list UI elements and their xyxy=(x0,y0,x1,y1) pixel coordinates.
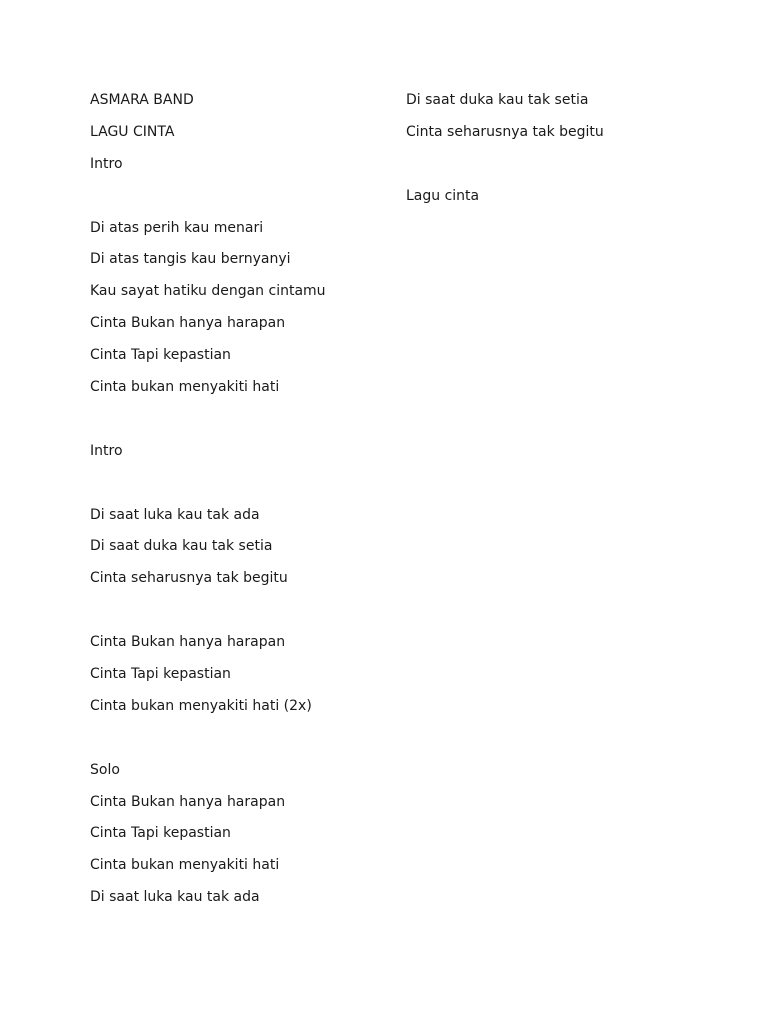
lyric-line: Kau sayat hatiku dengan cintamu xyxy=(90,283,326,300)
blank-line xyxy=(90,409,390,441)
lyric-line: Di saat duka kau tak setia xyxy=(406,92,589,108)
lyric-line: Lagu cinta xyxy=(406,187,480,204)
blank-line xyxy=(406,154,706,186)
lyric-line: Cinta Bukan hanya harapan xyxy=(90,793,286,810)
lyric-line: Cinta Bukan hanya harapan xyxy=(90,315,286,332)
lyric-line: Cinta bukan menyakiti hati xyxy=(90,857,280,874)
lyric-line: Di saat luka kau tak ada xyxy=(90,889,260,906)
lyric-line: Cinta Tapi kepastian xyxy=(90,825,231,842)
lyric-line: Cinta Tapi kepastian xyxy=(90,347,231,364)
right-column xyxy=(406,90,706,218)
lyric-line: Di saat luka kau tak ada xyxy=(90,506,260,523)
artist-name: ASMARA BAND xyxy=(90,92,194,108)
blank-line xyxy=(90,186,390,218)
blank-line xyxy=(90,600,390,632)
lyric-line: Cinta Bukan hanya harapan xyxy=(90,634,286,651)
lyric-line: Solo xyxy=(90,761,120,778)
blank-line xyxy=(90,728,390,760)
lyric-line: Di atas perih kau menari xyxy=(90,219,264,236)
lyric-line: Di atas tangis kau bernyanyi xyxy=(90,251,291,268)
lyric-line: Cinta seharusnya tak begitu xyxy=(406,123,604,140)
lyric-line: Intro xyxy=(90,442,123,459)
left-column xyxy=(90,90,390,919)
lyric-line: Di saat duka kau tak setia xyxy=(90,538,273,555)
lyric-line: Cinta bukan menyakiti hati (2x) xyxy=(90,697,312,714)
lyric-line: Cinta seharusnya tak begitu xyxy=(90,570,288,587)
song-title: LAGU CINTA xyxy=(90,123,175,140)
lyric-line: Cinta bukan menyakiti hati xyxy=(90,379,280,396)
lyric-line: Cinta Tapi kepastian xyxy=(90,666,231,683)
lyric-line: Intro xyxy=(90,155,123,172)
blank-line xyxy=(90,473,390,505)
